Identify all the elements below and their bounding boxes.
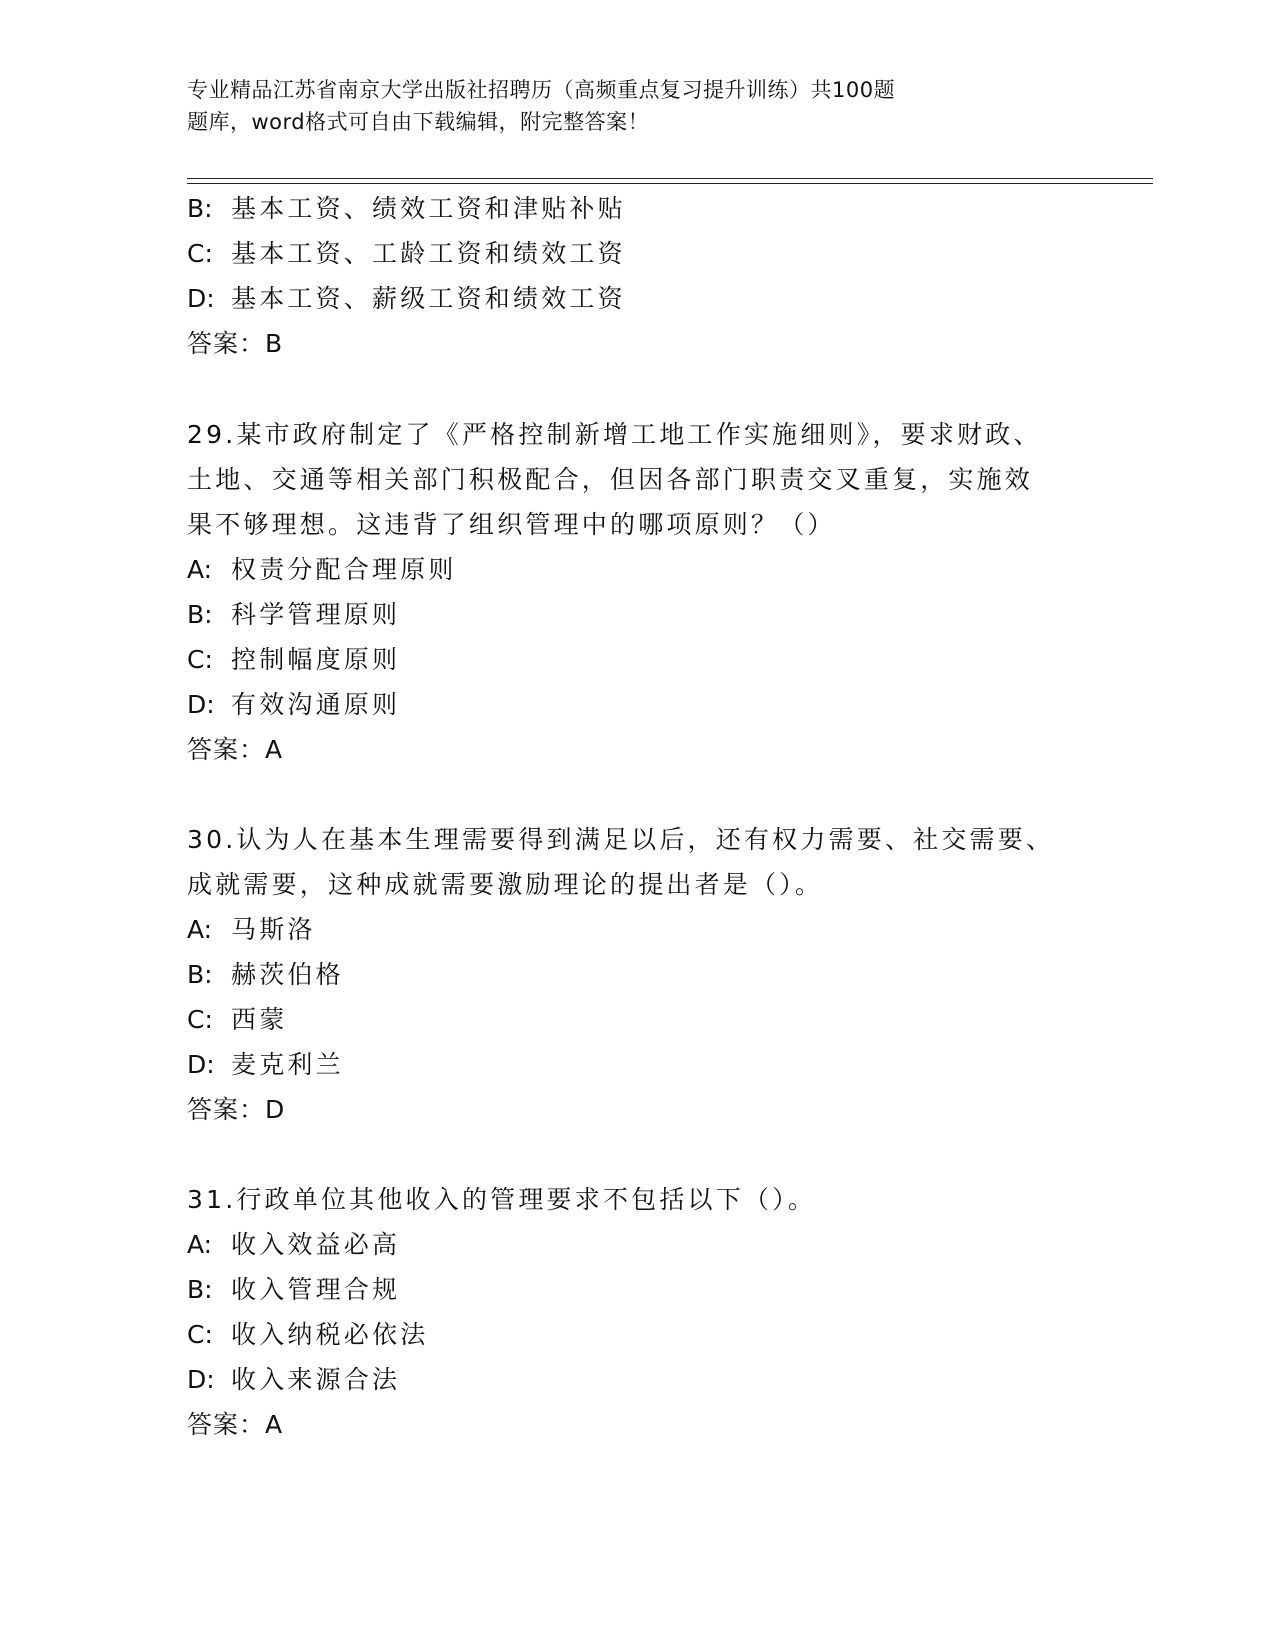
q29-option-c: C: 控制幅度原则 xyxy=(187,645,401,674)
q29-answer: 答案：A xyxy=(187,735,284,764)
page-header xyxy=(187,74,1027,138)
q30-option-b: B: 赫茨伯格 xyxy=(187,960,344,989)
q31-option-c: C: 收入纳税必依法 xyxy=(187,1320,429,1349)
header-line-2: 题库，word格式可自由下载编辑，附完整答案！ xyxy=(187,110,650,134)
q29-stem-line-3: 果不够理想。这违背了组织管理中的哪项原则？（） xyxy=(187,510,836,539)
q28-option-b: B: 基本工资、绩效工资和津贴补贴 xyxy=(187,194,626,223)
q31-option-a: A: 收入效益必高 xyxy=(187,1230,401,1259)
q30-stem-line-2: 成就需要，这种成就需要激励理论的提出者是（）。 xyxy=(187,870,824,899)
q31-option-d: D: 收入来源合法 xyxy=(187,1365,401,1394)
q30-option-d: D: 麦克利兰 xyxy=(187,1050,344,1079)
q31-option-b: B: 收入管理合规 xyxy=(187,1275,401,1304)
q30-stem-line-1: 30.认为人在基本生理需要得到满足以后，还有权力需要、社交需要、 xyxy=(187,825,1055,854)
q28-option-d: D: 基本工资、薪级工资和绩效工资 xyxy=(187,284,626,313)
q30-option-c: C: 西蒙 xyxy=(187,1005,288,1034)
q29-stem-line-1: 29.某市政府制定了《严格控制新增工地工作实施细则》，要求财政、 xyxy=(187,420,1042,449)
q30-answer: 答案：D xyxy=(187,1095,286,1124)
header-rule-bottom xyxy=(187,183,1153,184)
q31-answer: 答案：A xyxy=(187,1410,284,1439)
q29-option-b: B: 科学管理原则 xyxy=(187,600,401,629)
q29-stem-line-2: 土地、交通等相关部门积极配合，但因各部门职责交叉重复，实施效 xyxy=(187,465,1034,494)
header-rule-top xyxy=(187,178,1153,179)
q29-option-a: A: 权责分配合理原则 xyxy=(187,555,457,584)
q31-stem-line-1: 31.行政单位其他收入的管理要求不包括以下（）。 xyxy=(187,1185,817,1214)
q29-option-d: D: 有效沟通原则 xyxy=(187,690,401,719)
q28-answer: 答案：B xyxy=(187,329,284,358)
q28-option-c: C: 基本工资、工龄工资和绩效工资 xyxy=(187,239,626,268)
q30-option-a: A: 马斯洛 xyxy=(187,915,316,944)
header-line-1: 专业精品江苏省南京大学出版社招聘历（高频重点复习提升训练）共100题 xyxy=(187,78,896,102)
